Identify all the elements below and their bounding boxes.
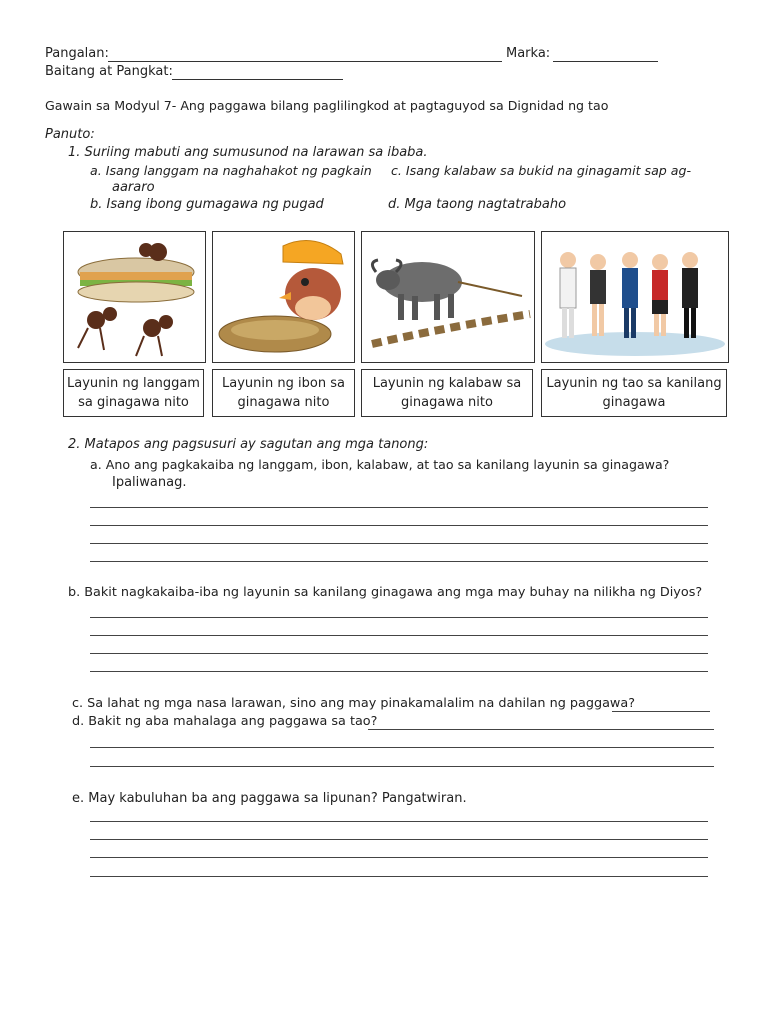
caption-carabao: Layunin ng kalabaw sa ginagawa nito xyxy=(361,369,533,417)
section-field[interactable] xyxy=(172,79,343,80)
name-field[interactable] xyxy=(108,61,502,62)
answer-line-d1[interactable] xyxy=(90,747,714,748)
page-title: Gawain sa Modyul 7- Ang paggawa bilang paglilingkod at pagtaguyod sa Dignidad ng tao xyxy=(45,98,609,113)
answer-line-e4[interactable] xyxy=(90,876,708,877)
answer-line-e1[interactable] xyxy=(90,821,708,822)
question-b: b. Bakit nagkakaiba-iba ng layunin sa kanilang ginagawa ang mga may buhay na nilikha ng Diyos? xyxy=(68,585,703,600)
answer-line-b3[interactable] xyxy=(90,653,708,654)
question-e: e. May kabuluhan ba ang paggawa sa lipunan? Pangatwiran. xyxy=(72,791,467,806)
name-label: Pangalan: xyxy=(45,46,109,61)
carabao-plow-illustration xyxy=(361,231,535,363)
instructions-label: Panuto: xyxy=(45,127,95,142)
instruction-step-2: 2. Matapos ang pagsusuri ay sagutan ang mga tanong: xyxy=(68,437,429,452)
answer-line-e3[interactable] xyxy=(90,857,708,858)
answer-line-a1[interactable] xyxy=(90,507,708,508)
answer-line-e2[interactable] xyxy=(90,839,708,840)
grade-field[interactable] xyxy=(553,61,658,62)
answer-line-a2[interactable] xyxy=(90,525,708,526)
answer-line-a4[interactable] xyxy=(90,561,708,562)
caption-bird: Layunin ng ibon sa ginagawa nito xyxy=(212,369,355,417)
grade-label: Marka: xyxy=(506,46,551,61)
item-c-continuation: aararo xyxy=(112,180,155,195)
item-c: c. Isang kalabaw sa bukid na ginagamit sap ag- xyxy=(391,163,692,178)
bird-nest-illustration xyxy=(212,231,355,363)
question-a-continuation: Ipaliwanag. xyxy=(112,475,187,490)
ant-sandwich-illustration xyxy=(63,231,206,363)
section-label: Baitang at Pangkat: xyxy=(45,64,173,79)
answer-field-d[interactable] xyxy=(368,729,714,730)
answer-field-c[interactable] xyxy=(612,711,710,712)
instruction-step-1: 1. Suriing mabuti ang sumusunod na larawan sa ibaba. xyxy=(68,145,428,160)
answer-line-b4[interactable] xyxy=(90,671,708,672)
question-c: c. Sa lahat ng mga nasa larawan, sino ang may pinakamalalim na dahilan ng paggawa? xyxy=(72,696,636,711)
workers-illustration xyxy=(541,231,729,363)
answer-line-d2[interactable] xyxy=(90,766,714,767)
item-a: a. Isang langgam na naghahakot ng pagkain xyxy=(90,163,372,178)
question-a: a. Ano ang pagkakaiba ng langgam, ibon, kalabaw, at tao sa kanilang layunin sa ginagawa? xyxy=(90,457,670,472)
answer-line-a3[interactable] xyxy=(90,543,708,544)
item-b: b. Isang ibong gumagawa ng pugad xyxy=(90,197,324,212)
caption-ant: Layunin ng langgam sa ginagawa nito xyxy=(63,369,204,417)
answer-line-b2[interactable] xyxy=(90,635,708,636)
caption-workers: Layunin ng tao sa kanilang ginagawa xyxy=(541,369,727,417)
question-d: d. Bakit ng aba mahalaga ang paggawa sa tao? xyxy=(72,714,378,729)
item-d: d. Mga taong nagtatrabaho xyxy=(388,197,567,212)
answer-line-b1[interactable] xyxy=(90,617,708,618)
